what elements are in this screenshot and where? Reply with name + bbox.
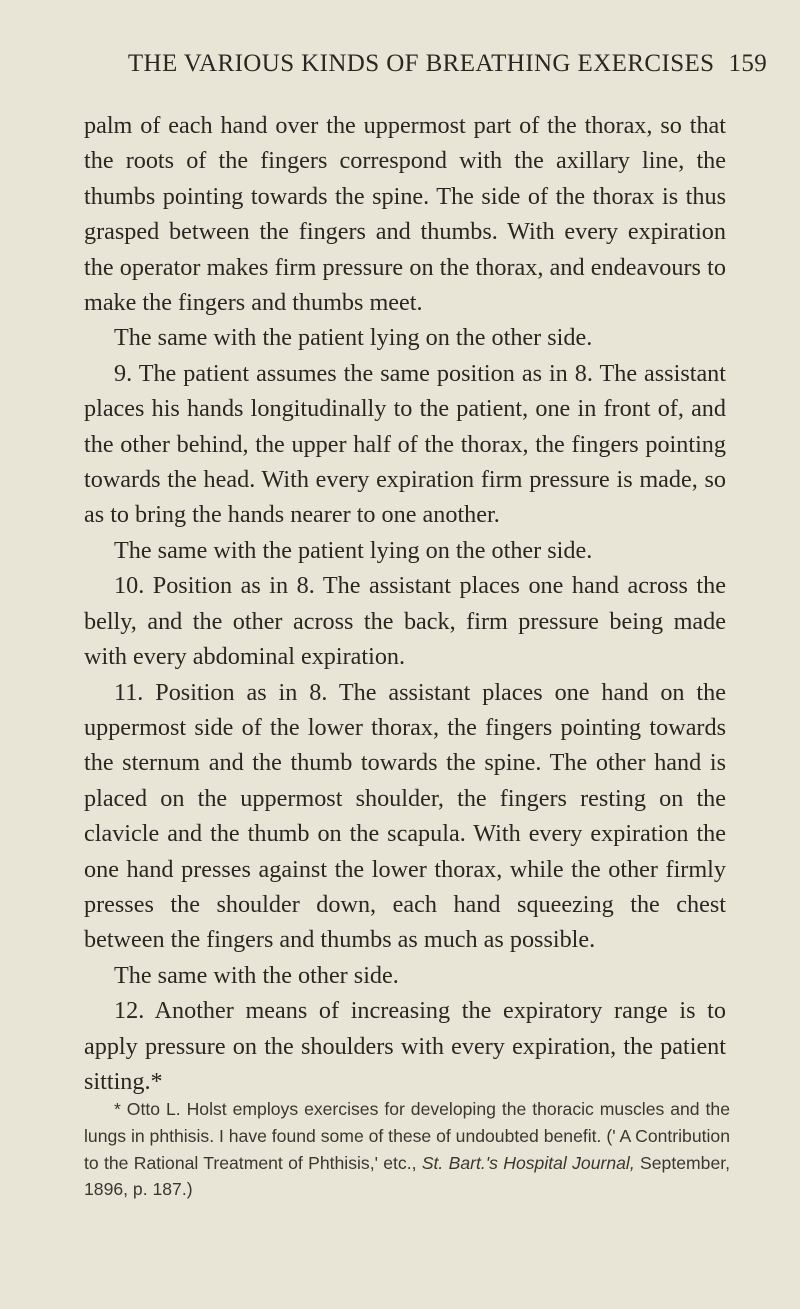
paragraph: The same with the other side.	[114, 961, 399, 989]
footnote-text	[84, 1096, 730, 1203]
footnote-part1: * Otto L. Holst employs exercises for developing the thoracic muscles and the lungs in phthisis. I have found some of these of undoubted benefit. (' A Contribution to the Rational Treatment of Phthisis,' etc.,	[84, 1099, 730, 1173]
paragraph: palm of each hand over the uppermost part of the thorax, so that the roots of the fingers correspond with the axillary line, the thumbs pointing towards the spine. The side of the thorax is thus grasped between the fingers and thumbs. With every expiration the operator makes firm pressure on the thorax, and endeavours to make the fingers and thumbs meet.	[84, 112, 726, 317]
footnote	[84, 1096, 730, 1203]
running-title: THE VARIOUS KINDS OF BREATHING EXERCISES	[127, 50, 715, 77]
paragraph: The same with the patient lying on the other side.	[114, 536, 593, 564]
footnote-part2: September, 1896, p. 187.)	[84, 1152, 731, 1200]
footnote-journal-title: St. Bart.'s Hospital Journal,	[421, 1152, 635, 1173]
running-header	[0, 50, 800, 78]
paragraph: The same with the patient lying on the other side.	[114, 324, 593, 352]
main-text	[84, 108, 726, 1099]
page-number: 159	[728, 50, 768, 77]
paragraph: 11. Position as in 8. The assistant places one hand on the uppermost side of the lower thorax, the fingers pointing towards the sternum and the thumb towards the spine. The other hand is placed on the uppermost shoulder, the fingers resting on the clavicle and the thumb on the scapula. With every expiration the one hand presses against the lower thorax, while the other firmly presses the shoulder down, each hand squeezing the chest between the fingers and thumbs as much as possible.	[84, 678, 726, 954]
paragraph: 10. Position as in 8. The assistant places one hand across the belly, and the other across the back, firm pressure being made with every abdominal expiration.	[84, 572, 726, 671]
paragraph: 12. Another means of increasing the expiratory range is to apply pressure on the shoulders with every expiration, the patient sitting.*	[84, 997, 726, 1095]
paragraph: 9. The patient assumes the same position as in 8. The assistant places his hands longitudinally to the patient, one in front of, and the other behind, the upper half of the thorax, the fingers pointing towards the head. With every expiration firm pressure is made, so as to bring the hands nearer to one another.	[84, 359, 726, 529]
